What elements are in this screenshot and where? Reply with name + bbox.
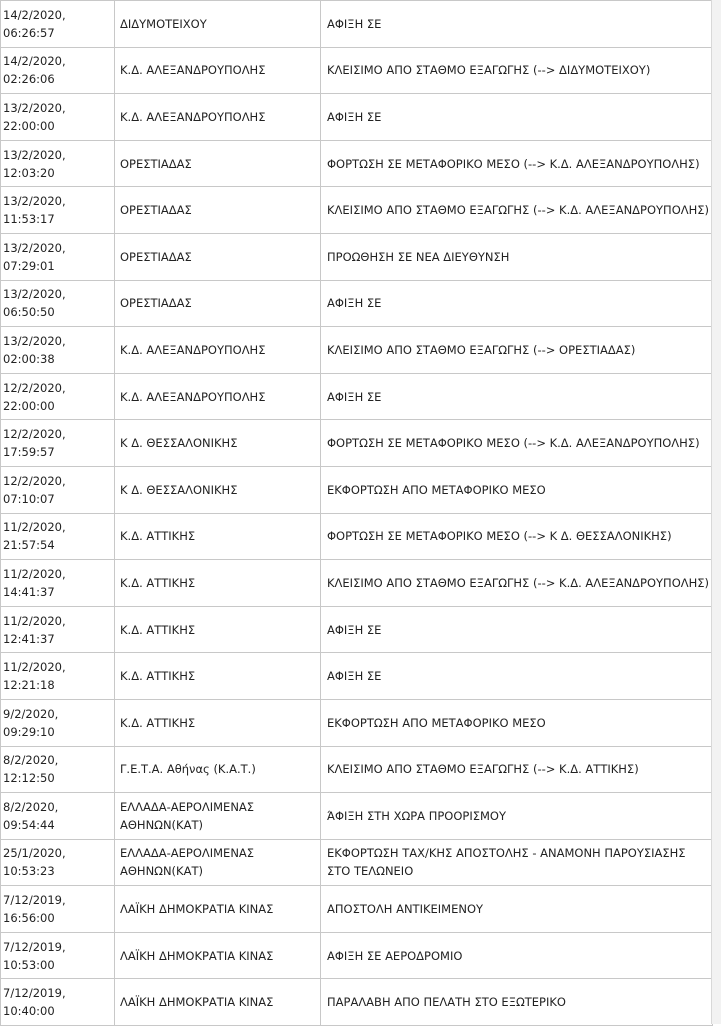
event-date: 12/2/2020,: [3, 427, 66, 442]
event-date: 11/2/2020,: [3, 660, 66, 675]
event-status: ΑΦΙΞΗ ΣΕ ΑΕΡΟΔΡΟΜΙΟ: [321, 932, 713, 979]
event-time: 12:03:20: [3, 165, 55, 180]
event-date: 11/2/2020,: [3, 613, 66, 628]
table-row: [1, 932, 713, 979]
event-status: ΦΟΡΤΩΣΗ ΣΕ ΜΕΤΑΦΟΡΙΚΟ ΜΕΣΟ (--> Κ Δ. ΘΕΣΣΑΛΟΝΙΚΗΣ): [321, 513, 713, 560]
table-row: [1, 466, 713, 513]
event-status: ΚΛΕΙΣΙΜΟ ΑΠΟ ΣΤΑΘΜΟ ΕΞΑΓΩΓΗΣ (--> Κ.Δ. ΑΛΕΞΑΝΔΡΟΥΠΟΛΗΣ): [321, 560, 713, 607]
event-datetime-cell: [1, 932, 115, 979]
event-date: 13/2/2020,: [3, 100, 66, 115]
table-row: [1, 140, 713, 187]
event-time: 06:26:57: [3, 25, 55, 40]
event-datetime-cell: [1, 606, 115, 653]
event-datetime-cell: [1, 699, 115, 746]
event-time: 12:41:37: [3, 631, 55, 646]
table-row: [1, 1, 713, 48]
event-location: Κ.Δ. ΑΤΤΙΚΗΣ: [115, 513, 321, 560]
event-location: ΟΡΕΣΤΙΑΔΑΣ: [115, 140, 321, 187]
event-location: ΕΛΛΑΔΑ-ΑΕΡΟΛΙΜΕΝΑΣ ΑΘΗΝΩΝ(ΚΑΤ): [115, 839, 321, 886]
event-status: ΦΟΡΤΩΣΗ ΣΕ ΜΕΤΑΦΟΡΙΚΟ ΜΕΣΟ (--> Κ.Δ. ΑΛΕΞΑΝΔΡΟΥΠΟΛΗΣ): [321, 420, 713, 467]
event-location: Κ.Δ. ΑΛΕΞΑΝΔΡΟΥΠΟΛΗΣ: [115, 373, 321, 420]
event-datetime-cell: [1, 233, 115, 280]
table-row: [1, 280, 713, 327]
event-status: ΚΛΕΙΣΙΜΟ ΑΠΟ ΣΤΑΘΜΟ ΕΞΑΓΩΓΗΣ (--> Κ.Δ. ΑΤΤΙΚΗΣ): [321, 746, 713, 793]
event-time: 09:29:10: [3, 724, 55, 739]
event-status: ΕΚΦΟΡΤΩΣΗ ΤΑΧ/ΚΗΣ ΑΠΟΣΤΟΛΗΣ - ΑΝΑΜΟΝΗ ΠΑΡΟΥΣΙΑΣΗΣ ΣΤΟ ΤΕΛΩΝΕΙΟ: [321, 839, 713, 886]
event-datetime-cell: [1, 140, 115, 187]
table-row: [1, 560, 713, 607]
event-time: 02:26:06: [3, 72, 55, 87]
event-date: 25/1/2020,: [3, 846, 66, 861]
event-datetime-cell: [1, 187, 115, 234]
event-location: ΟΡΕΣΤΙΑΔΑΣ: [115, 280, 321, 327]
event-location: ΛΑΪΚΗ ΔΗΜΟΚΡΑΤΙΑ ΚΙΝΑΣ: [115, 979, 321, 1026]
table-row: [1, 187, 713, 234]
event-status: ΠΡΟΩΘΗΣΗ ΣΕ ΝΕΑ ΔΙΕΥΘΥΝΣΗ: [321, 233, 713, 280]
event-date: 13/2/2020,: [3, 287, 66, 302]
event-status: ΆΦΙΞΗ ΣΤΗ ΧΩΡΑ ΠΡΟΟΡΙΣΜΟΥ: [321, 793, 713, 840]
event-status: ΑΦΙΞΗ ΣΕ: [321, 280, 713, 327]
event-status: ΑΦΙΞΗ ΣΕ: [321, 653, 713, 700]
event-time: 11:53:17: [3, 212, 55, 227]
table-row: [1, 653, 713, 700]
event-datetime-cell: [1, 886, 115, 933]
event-date: 13/2/2020,: [3, 240, 66, 255]
event-time: 02:00:38: [3, 351, 55, 366]
event-location: Κ Δ. ΘΕΣΣΑΛΟΝΙΚΗΣ: [115, 466, 321, 513]
event-location: Κ.Δ. ΑΛΕΞΑΝΔΡΟΥΠΟΛΗΣ: [115, 94, 321, 141]
event-datetime-cell: [1, 653, 115, 700]
event-status: ΚΛΕΙΣΙΜΟ ΑΠΟ ΣΤΑΘΜΟ ΕΞΑΓΩΓΗΣ (--> Κ.Δ. ΑΛΕΞΑΝΔΡΟΥΠΟΛΗΣ): [321, 187, 713, 234]
event-date: 13/2/2020,: [3, 333, 66, 348]
event-datetime-cell: [1, 793, 115, 840]
event-location: Κ.Δ. ΑΤΤΙΚΗΣ: [115, 606, 321, 653]
event-location: Κ.Δ. ΑΤΤΙΚΗΣ: [115, 653, 321, 700]
event-status: ΚΛΕΙΣΙΜΟ ΑΠΟ ΣΤΑΘΜΟ ΕΞΑΓΩΓΗΣ (--> ΟΡΕΣΤΙΑΔΑΣ): [321, 327, 713, 374]
event-status: ΑΦΙΞΗ ΣΕ: [321, 94, 713, 141]
event-location: Γ.Ε.Τ.Α. Αθήνας (Κ.Α.Τ.): [115, 746, 321, 793]
event-datetime-cell: [1, 373, 115, 420]
table-row: [1, 373, 713, 420]
event-location: ΟΡΕΣΤΙΑΔΑΣ: [115, 233, 321, 280]
event-date: 14/2/2020,: [3, 7, 66, 22]
event-datetime-cell: [1, 327, 115, 374]
event-date: 14/2/2020,: [3, 54, 66, 69]
event-time: 12:12:50: [3, 771, 55, 786]
event-date: 11/2/2020,: [3, 566, 66, 581]
table-row: [1, 47, 713, 94]
event-time: 14:41:37: [3, 584, 55, 599]
event-date: 12/2/2020,: [3, 473, 66, 488]
event-date: 12/2/2020,: [3, 380, 66, 395]
page-scrollbar[interactable]: [711, 0, 721, 1024]
table-row: [1, 699, 713, 746]
event-date: 7/12/2019,: [3, 939, 66, 954]
event-location: ΕΛΛΑΔΑ-ΑΕΡΟΛΙΜΕΝΑΣ ΑΘΗΝΩΝ(ΚΑΤ): [115, 793, 321, 840]
event-status: ΑΦΙΞΗ ΣΕ: [321, 373, 713, 420]
event-datetime-cell: [1, 280, 115, 327]
event-datetime-cell: [1, 420, 115, 467]
event-location: Κ.Δ. ΑΛΕΞΑΝΔΡΟΥΠΟΛΗΣ: [115, 327, 321, 374]
event-status: ΑΦΙΞΗ ΣΕ: [321, 1, 713, 48]
event-time: 10:53:23: [3, 864, 55, 879]
event-time: 10:53:00: [3, 957, 55, 972]
event-location: Κ Δ. ΘΕΣΣΑΛΟΝΙΚΗΣ: [115, 420, 321, 467]
event-time: 17:59:57: [3, 445, 55, 460]
event-date: 7/12/2019,: [3, 893, 66, 908]
event-time: 16:56:00: [3, 911, 55, 926]
event-time: 22:00:00: [3, 398, 55, 413]
event-date: 13/2/2020,: [3, 194, 66, 209]
event-datetime-cell: [1, 560, 115, 607]
event-date: 8/2/2020,: [3, 753, 59, 768]
table-row: [1, 606, 713, 653]
event-datetime-cell: [1, 1, 115, 48]
event-datetime-cell: [1, 466, 115, 513]
event-datetime-cell: [1, 47, 115, 94]
table-row: [1, 886, 713, 933]
event-datetime-cell: [1, 839, 115, 886]
event-date: 8/2/2020,: [3, 799, 59, 814]
event-time: 10:40:00: [3, 1004, 55, 1019]
tracking-history-body: [1, 1, 713, 1026]
event-status: ΕΚΦΟΡΤΩΣΗ ΑΠΟ ΜΕΤΑΦΟΡΙΚΟ ΜΕΣΟ: [321, 699, 713, 746]
event-status: ΠΑΡΑΛΑΒΗ ΑΠΟ ΠΕΛΑΤΗ ΣΤΟ ΕΞΩΤΕΡΙΚΟ: [321, 979, 713, 1026]
event-location: Κ.Δ. ΑΤΤΙΚΗΣ: [115, 699, 321, 746]
table-row: [1, 420, 713, 467]
event-status: ΦΟΡΤΩΣΗ ΣΕ ΜΕΤΑΦΟΡΙΚΟ ΜΕΣΟ (--> Κ.Δ. ΑΛΕΞΑΝΔΡΟΥΠΟΛΗΣ): [321, 140, 713, 187]
event-date: 13/2/2020,: [3, 147, 66, 162]
table-row: [1, 793, 713, 840]
event-datetime-cell: [1, 746, 115, 793]
event-status: ΚΛΕΙΣΙΜΟ ΑΠΟ ΣΤΑΘΜΟ ΕΞΑΓΩΓΗΣ (--> ΔΙΔΥΜΟΤΕΙΧΟΥ): [321, 47, 713, 94]
event-date: 9/2/2020,: [3, 706, 59, 721]
table-row: [1, 979, 713, 1026]
event-location: ΔΙΔΥΜΟΤΕΙΧΟΥ: [115, 1, 321, 48]
event-datetime-cell: [1, 979, 115, 1026]
event-location: Κ.Δ. ΑΤΤΙΚΗΣ: [115, 560, 321, 607]
event-status: ΑΠΟΣΤΟΛΗ ΑΝΤΙΚΕΙΜΕΝΟΥ: [321, 886, 713, 933]
event-time: 07:29:01: [3, 258, 55, 273]
event-location: Κ.Δ. ΑΛΕΞΑΝΔΡΟΥΠΟΛΗΣ: [115, 47, 321, 94]
event-time: 06:50:50: [3, 305, 55, 320]
event-time: 12:21:18: [3, 678, 55, 693]
table-row: [1, 746, 713, 793]
event-time: 07:10:07: [3, 491, 55, 506]
event-date: 7/12/2019,: [3, 986, 66, 1001]
event-status: ΕΚΦΟΡΤΩΣΗ ΑΠΟ ΜΕΤΑΦΟΡΙΚΟ ΜΕΣΟ: [321, 466, 713, 513]
table-row: [1, 233, 713, 280]
table-row: [1, 327, 713, 374]
event-datetime-cell: [1, 513, 115, 560]
event-time: 21:57:54: [3, 538, 55, 553]
event-status: ΑΦΙΞΗ ΣΕ: [321, 606, 713, 653]
event-time: 22:00:00: [3, 118, 55, 133]
event-location: ΟΡΕΣΤΙΑΔΑΣ: [115, 187, 321, 234]
event-date: 11/2/2020,: [3, 520, 66, 535]
table-row: [1, 839, 713, 886]
event-time: 09:54:44: [3, 817, 55, 832]
table-row: [1, 94, 713, 141]
event-location: ΛΑΪΚΗ ΔΗΜΟΚΡΑΤΙΑ ΚΙΝΑΣ: [115, 886, 321, 933]
table-row: [1, 513, 713, 560]
event-location: ΛΑΪΚΗ ΔΗΜΟΚΡΑΤΙΑ ΚΙΝΑΣ: [115, 932, 321, 979]
event-datetime-cell: [1, 94, 115, 141]
